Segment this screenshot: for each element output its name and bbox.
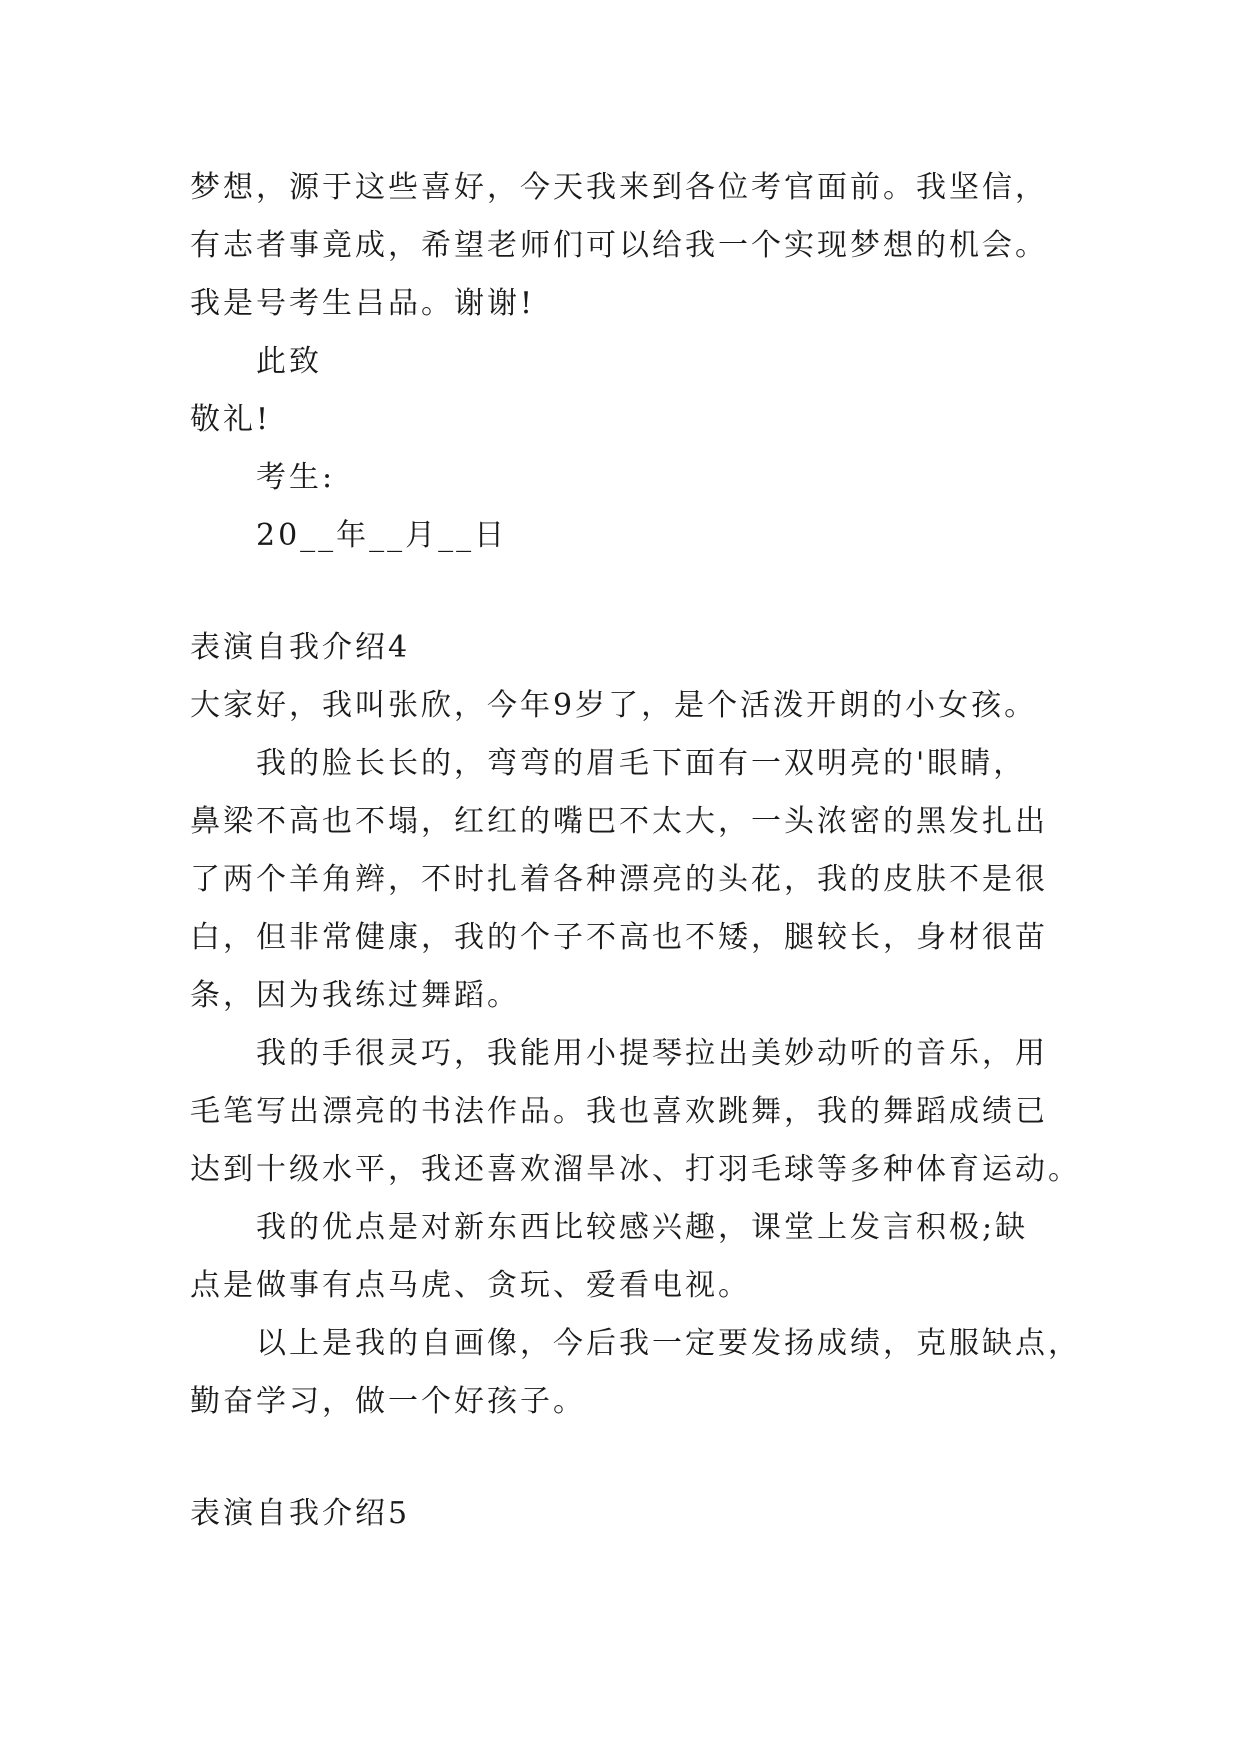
paragraph-line: 我的手很灵巧，我能用小提琴拉出美妙动听的音乐，用 bbox=[256, 1036, 1048, 1071]
paragraph-line: 勤奋学习，做一个好孩子。 bbox=[190, 1384, 586, 1419]
section-heading-4: 表演自我介绍4 bbox=[190, 630, 411, 665]
paragraph-line: 梦想，源于这些喜好，今天我来到各位考官面前。我坚信， bbox=[190, 170, 1048, 205]
paragraph-line: 大家好，我叫张欣，今年9岁了，是个活泼开朗的小女孩。 bbox=[190, 688, 1038, 723]
signature-label: 考生: bbox=[256, 460, 336, 495]
closing-ci-zhi: 此致 bbox=[256, 344, 322, 379]
paragraph-line: 有志者事竟成，希望老师们可以给我一个实现梦想的机会。 bbox=[190, 228, 1048, 263]
paragraph-line: 了两个羊角辫，不时扎着各种漂亮的头花，我的皮肤不是很 bbox=[190, 862, 1048, 897]
paragraph-line: 点是做事有点马虎、贪玩、爱看电视。 bbox=[190, 1268, 751, 1303]
closing-jing-li: 敬礼! bbox=[190, 402, 272, 437]
paragraph-line: 毛笔写出漂亮的书法作品。我也喜欢跳舞，我的舞蹈成绩已 bbox=[190, 1094, 1048, 1129]
section-heading-5: 表演自我介绍5 bbox=[190, 1496, 411, 1531]
paragraph-line: 我的脸长长的，弯弯的眉毛下面有一双明亮的'眼睛， bbox=[256, 746, 1027, 781]
date-line: 20__年__月__日 bbox=[256, 518, 508, 553]
paragraph-line: 白，但非常健康，我的个子不高也不矮，腿较长，身材很苗 bbox=[190, 920, 1048, 955]
paragraph-line: 条，因为我练过舞蹈。 bbox=[190, 978, 520, 1013]
paragraph-line: 我的优点是对新东西比较感兴趣，课堂上发言积极;缺 bbox=[256, 1210, 1029, 1245]
paragraph-line: 鼻梁不高也不塌，红红的嘴巴不太大，一头浓密的黑发扎出 bbox=[190, 804, 1048, 839]
paragraph-line: 以上是我的自画像，今后我一定要发扬成绩，克服缺点， bbox=[256, 1326, 1081, 1361]
paragraph-line: 达到十级水平，我还喜欢溜旱冰、打羽毛球等多种体育运动。 bbox=[190, 1152, 1081, 1187]
paragraph-line: 我是号考生吕品。谢谢! bbox=[190, 286, 536, 321]
